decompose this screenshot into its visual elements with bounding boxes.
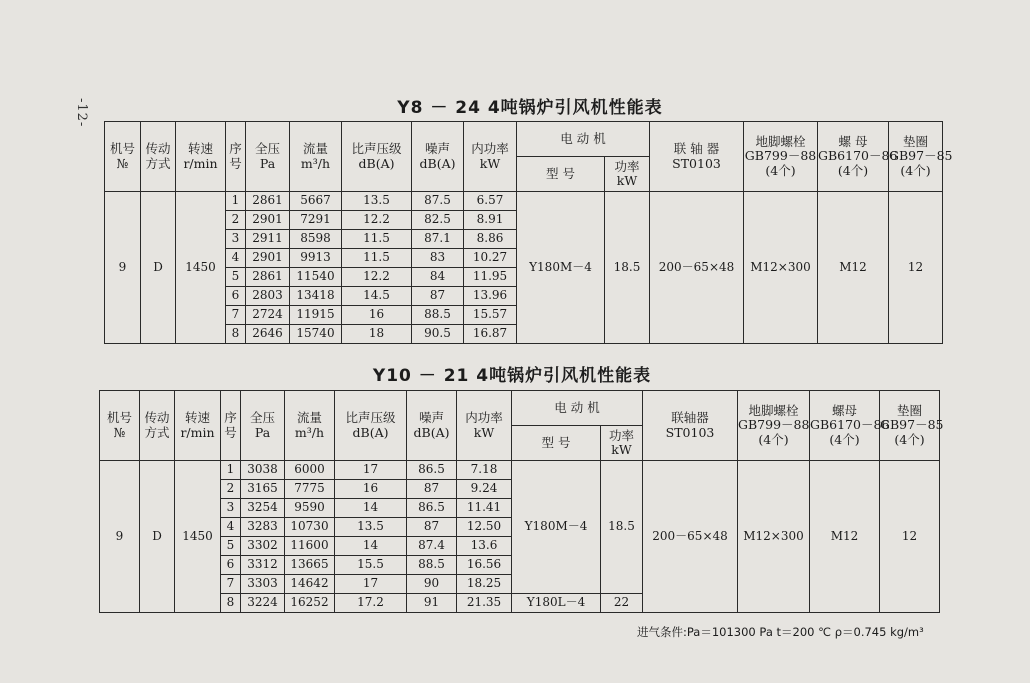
- power-cell: 6.57: [464, 192, 517, 211]
- header-pressure: 全压 Pa: [246, 122, 290, 192]
- flow-cell: 9590: [285, 499, 335, 518]
- header-motor-model: 型 号: [517, 157, 605, 192]
- seq-cell: 3: [221, 499, 241, 518]
- motor-power-cell: 18.5: [605, 192, 650, 344]
- sound-level-cell: 16: [335, 480, 407, 499]
- seq-cell: 6: [226, 287, 246, 306]
- nut-cell: M12: [818, 192, 889, 344]
- pressure-cell: 3038: [241, 461, 285, 480]
- header-flow: 流量 m³/h: [285, 391, 335, 461]
- pressure-cell: 3283: [241, 518, 285, 537]
- flow-cell: 16252: [285, 594, 335, 613]
- motor-model-cell-2: Y180L－4: [512, 594, 601, 613]
- header-seq: 序 号: [226, 122, 246, 192]
- table1-title: Y8 － 24 4吨锅炉引风机性能表: [397, 98, 663, 118]
- seq-cell: 2: [221, 480, 241, 499]
- anchor-bolt-cell: M12×300: [744, 192, 818, 344]
- seq-cell: 5: [221, 537, 241, 556]
- power-cell: 18.25: [457, 575, 512, 594]
- header-anchor-bolt: 地脚螺栓 GB799－88 (4个): [744, 122, 818, 192]
- sound-level-cell: 17: [335, 575, 407, 594]
- power-cell: 11.41: [457, 499, 512, 518]
- header-nut: 螺 母 GB6170－86 (4个): [818, 122, 889, 192]
- table2-title: Y10 － 21 4吨锅炉引风机性能表: [372, 366, 652, 386]
- power-cell: 7.18: [457, 461, 512, 480]
- power-cell: 15.57: [464, 306, 517, 325]
- sound-level-cell: 14: [335, 537, 407, 556]
- noise-cell: 87.5: [412, 192, 464, 211]
- nut-cell: M12: [810, 461, 880, 613]
- power-cell: 16.87: [464, 325, 517, 344]
- header-speed: 转速 r/min: [175, 391, 221, 461]
- header-machine-no: 机号 №: [105, 122, 141, 192]
- pressure-cell: 3224: [241, 594, 285, 613]
- header-seq: 序 号: [221, 391, 241, 461]
- pressure-cell: 2724: [246, 306, 290, 325]
- header-washer: 垫圈 GB97－85 (4个): [880, 391, 940, 461]
- noise-cell: 83: [412, 249, 464, 268]
- pressure-cell: 2646: [246, 325, 290, 344]
- pressure-cell: 3302: [241, 537, 285, 556]
- noise-cell: 91: [407, 594, 457, 613]
- flow-cell: 7775: [285, 480, 335, 499]
- power-cell: 8.86: [464, 230, 517, 249]
- flow-cell: 14642: [285, 575, 335, 594]
- power-cell: 10.27: [464, 249, 517, 268]
- header-sound-level: 比声压级 dB(A): [335, 391, 407, 461]
- pressure-cell: 2861: [246, 268, 290, 287]
- flow-cell: 13665: [285, 556, 335, 575]
- sound-level-cell: 11.5: [342, 249, 412, 268]
- sound-level-cell: 18: [342, 325, 412, 344]
- header-motor-power: 功率 kW: [601, 426, 643, 461]
- page-number: -12-: [74, 98, 89, 128]
- washer-cell: 12: [889, 192, 943, 344]
- washer-cell: 12: [880, 461, 940, 613]
- noise-cell: 87.1: [412, 230, 464, 249]
- header-drive: 传动 方式: [141, 122, 176, 192]
- flow-cell: 15740: [290, 325, 342, 344]
- sound-level-cell: 17: [335, 461, 407, 480]
- flow-cell: 7291: [290, 211, 342, 230]
- header-coupling: 联轴器 ST0103: [643, 391, 738, 461]
- noise-cell: 88.5: [412, 306, 464, 325]
- noise-cell: 87.4: [407, 537, 457, 556]
- seq-cell: 7: [221, 575, 241, 594]
- motor-power-cell: 18.5: [601, 461, 643, 594]
- sound-level-cell: 12.2: [342, 211, 412, 230]
- seq-cell: 8: [221, 594, 241, 613]
- header-nut: 螺母 GB6170－86 (4个): [810, 391, 880, 461]
- coupling-cell: 200－65×48: [650, 192, 744, 344]
- motor-power-cell-2: 22: [601, 594, 643, 613]
- noise-cell: 86.5: [407, 461, 457, 480]
- speed-cell: 1450: [176, 192, 226, 344]
- pressure-cell: 2901: [246, 249, 290, 268]
- machine-no-cell: 9: [105, 192, 141, 344]
- pressure-cell: 3312: [241, 556, 285, 575]
- machine-no-cell: 9: [100, 461, 140, 613]
- header-anchor-bolt: 地脚螺栓 GB799－88 (4个): [738, 391, 810, 461]
- noise-cell: 88.5: [407, 556, 457, 575]
- noise-cell: 87: [412, 287, 464, 306]
- pressure-cell: 2803: [246, 287, 290, 306]
- power-cell: 13.6: [457, 537, 512, 556]
- header-sound-level: 比声压级 dB(A): [342, 122, 412, 192]
- seq-cell: 8: [226, 325, 246, 344]
- flow-cell: 11915: [290, 306, 342, 325]
- intake-conditions-note: 进气条件:Pa＝101300 Pa t＝200 ℃ ρ＝0.745 kg/m³: [637, 625, 924, 639]
- power-cell: 9.24: [457, 480, 512, 499]
- noise-cell: 90: [407, 575, 457, 594]
- power-cell: 21.35: [457, 594, 512, 613]
- pressure-cell: 2861: [246, 192, 290, 211]
- pressure-cell: 2911: [246, 230, 290, 249]
- anchor-bolt-cell: M12×300: [738, 461, 810, 613]
- table-row: [100, 461, 940, 480]
- header-motor-power: 功率 kW: [605, 157, 650, 192]
- flow-cell: 13418: [290, 287, 342, 306]
- noise-cell: 84: [412, 268, 464, 287]
- noise-cell: 87: [407, 518, 457, 537]
- flow-cell: 9913: [290, 249, 342, 268]
- seq-cell: 3: [226, 230, 246, 249]
- seq-cell: 2: [226, 211, 246, 230]
- noise-cell: 90.5: [412, 325, 464, 344]
- table-row: [105, 192, 943, 211]
- noise-cell: 87: [407, 480, 457, 499]
- flow-cell: 5667: [290, 192, 342, 211]
- motor-model-cell: Y180M－4: [517, 192, 605, 344]
- sound-level-cell: 13.5: [342, 192, 412, 211]
- sound-level-cell: 16: [342, 306, 412, 325]
- pressure-cell: 2901: [246, 211, 290, 230]
- pressure-cell: 3254: [241, 499, 285, 518]
- header-washer: 垫圈 GB97－85 (4个): [889, 122, 943, 192]
- header-machine-no: 机号 №: [100, 391, 140, 461]
- sound-level-cell: 14.5: [342, 287, 412, 306]
- coupling-cell: 200－65×48: [643, 461, 738, 613]
- flow-cell: 6000: [285, 461, 335, 480]
- seq-cell: 6: [221, 556, 241, 575]
- sound-level-cell: 12.2: [342, 268, 412, 287]
- header-noise: 噪声 dB(A): [412, 122, 464, 192]
- header-motor-model: 型 号: [512, 426, 601, 461]
- seq-cell: 5: [226, 268, 246, 287]
- header-coupling: 联 轴 器 ST0103: [650, 122, 744, 192]
- pressure-cell: 3165: [241, 480, 285, 499]
- header-flow: 流量 m³/h: [290, 122, 342, 192]
- power-cell: 16.56: [457, 556, 512, 575]
- sound-level-cell: 11.5: [342, 230, 412, 249]
- header-motor: 电 动 机: [512, 391, 643, 426]
- table1-performance: [104, 121, 953, 344]
- header-motor: 电 动 机: [517, 122, 650, 157]
- drive-cell: D: [141, 192, 176, 344]
- sound-level-cell: 15.5: [335, 556, 407, 575]
- flow-cell: 8598: [290, 230, 342, 249]
- power-cell: 11.95: [464, 268, 517, 287]
- header-power: 内功率 kW: [457, 391, 512, 461]
- power-cell: 8.91: [464, 211, 517, 230]
- seq-cell: 4: [226, 249, 246, 268]
- flow-cell: 10730: [285, 518, 335, 537]
- power-cell: 13.96: [464, 287, 517, 306]
- seq-cell: 7: [226, 306, 246, 325]
- header-speed: 转速 r/min: [176, 122, 226, 192]
- noise-cell: 82.5: [412, 211, 464, 230]
- seq-cell: 4: [221, 518, 241, 537]
- motor-model-cell: Y180M－4: [512, 461, 601, 594]
- header-power: 内功率 kW: [464, 122, 517, 192]
- sound-level-cell: 13.5: [335, 518, 407, 537]
- speed-cell: 1450: [175, 461, 221, 613]
- header-noise: 噪声 dB(A): [407, 391, 457, 461]
- power-cell: 12.50: [457, 518, 512, 537]
- flow-cell: 11540: [290, 268, 342, 287]
- header-drive: 传动 方式: [140, 391, 175, 461]
- seq-cell: 1: [221, 461, 241, 480]
- seq-cell: 1: [226, 192, 246, 211]
- drive-cell: D: [140, 461, 175, 613]
- sound-level-cell: 17.2: [335, 594, 407, 613]
- sound-level-cell: 14: [335, 499, 407, 518]
- noise-cell: 86.5: [407, 499, 457, 518]
- flow-cell: 11600: [285, 537, 335, 556]
- table2-performance: [99, 390, 944, 613]
- header-pressure: 全压 Pa: [241, 391, 285, 461]
- pressure-cell: 3303: [241, 575, 285, 594]
